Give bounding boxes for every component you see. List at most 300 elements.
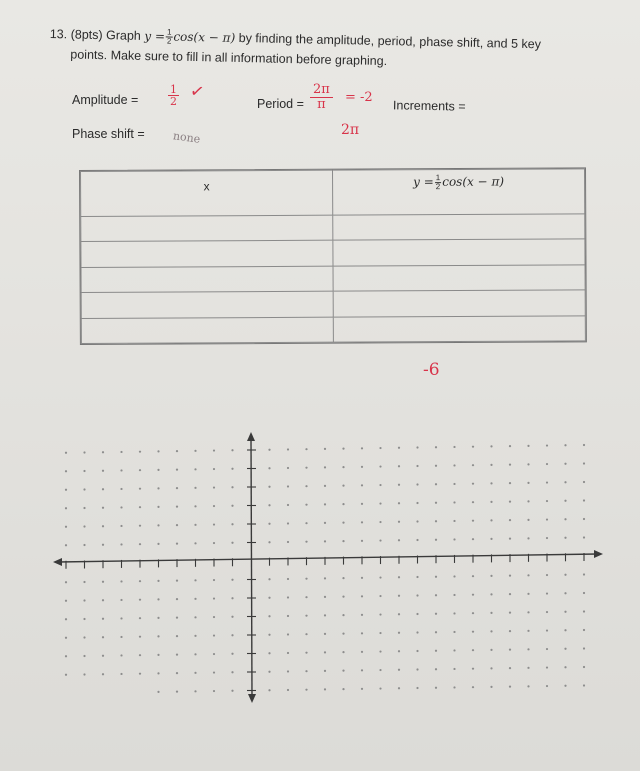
grid-dot <box>416 483 418 485</box>
grid-dot <box>194 542 196 544</box>
grid-dot <box>324 448 326 450</box>
grid-dot <box>213 579 215 581</box>
grid-dot <box>416 668 418 670</box>
grid-dot <box>435 687 437 689</box>
grid-dot <box>416 650 418 652</box>
grid-dot <box>564 629 566 631</box>
grid-dot <box>564 500 566 502</box>
grid-dot <box>120 617 122 619</box>
grid-dot <box>268 597 270 599</box>
grid-dot <box>102 525 104 527</box>
x-cell[interactable] <box>81 266 333 293</box>
grid-dot <box>194 635 196 637</box>
grid-dot <box>546 666 548 668</box>
grid-dot <box>231 616 233 618</box>
grid-dot <box>342 522 344 524</box>
grid-dot <box>379 576 381 578</box>
amplitude-value: 1 2 <box>170 83 177 108</box>
grid-dot <box>83 673 85 675</box>
table-row <box>81 290 585 318</box>
grid-dot <box>546 592 548 594</box>
grid-dot <box>120 451 122 453</box>
grid-dot <box>176 672 178 674</box>
grid-dot <box>305 578 307 580</box>
grid-dot <box>472 446 474 448</box>
grid-dot <box>342 503 344 505</box>
question-rest: by finding the amplitude, period, phase shift, and 5 key <box>238 30 542 52</box>
grid-dot <box>583 629 585 631</box>
grid-dot <box>324 596 326 598</box>
grid-dot <box>546 574 548 576</box>
grid-dot <box>120 469 122 471</box>
grid-dot <box>509 686 511 688</box>
grid-dot <box>194 524 196 526</box>
grade-mark: -6 <box>423 360 440 380</box>
x-cell[interactable] <box>81 317 333 344</box>
grid-dot <box>102 544 104 546</box>
grid-dot <box>379 687 381 689</box>
grid-dot <box>65 637 67 639</box>
grid-dot <box>583 481 585 483</box>
grid-dot <box>157 580 159 582</box>
grid-dot <box>509 575 511 577</box>
grid-dot <box>527 593 529 595</box>
grid-dot <box>583 499 585 501</box>
grid-dot <box>268 541 270 543</box>
table-row <box>81 239 585 267</box>
grid-dot <box>416 687 418 689</box>
grid-dot <box>176 524 178 526</box>
grid-dot <box>287 504 289 506</box>
grid-dot <box>157 691 159 693</box>
grid-dot <box>379 447 381 449</box>
question-line2: points. Make sure to fill in all information before graphing. <box>70 47 388 69</box>
grid-dot <box>176 469 178 471</box>
grid-dot <box>65 507 67 509</box>
grid-dot <box>102 581 104 583</box>
grid-dot <box>361 484 363 486</box>
grid-dot <box>231 449 233 451</box>
grid-dot <box>527 611 529 613</box>
phase-shift-value: none <box>172 129 202 146</box>
grid-dot <box>324 651 326 653</box>
grid-dot <box>416 594 418 596</box>
grid-dot <box>102 655 104 657</box>
grid-dot <box>83 525 85 527</box>
grid-dot <box>324 670 326 672</box>
grid-dot <box>453 575 455 577</box>
grid-dot <box>472 575 474 577</box>
grid-dot <box>268 578 270 580</box>
grid-dot <box>83 451 85 453</box>
grid-dot <box>527 500 529 502</box>
grid-dot <box>231 671 233 673</box>
grid-dot <box>361 632 363 634</box>
grid-dot <box>546 537 548 539</box>
grid-dot <box>287 615 289 617</box>
grid-dot <box>157 506 159 508</box>
grid-dot <box>546 481 548 483</box>
grid-dot <box>102 618 104 620</box>
grid-dot <box>305 652 307 654</box>
grid-dot <box>546 648 548 650</box>
grid-dot <box>139 599 141 601</box>
grid-dot <box>490 575 492 577</box>
grid-dot <box>509 482 511 484</box>
grid-dot <box>268 652 270 654</box>
grid-dot <box>546 518 548 520</box>
grid-dot <box>583 610 585 612</box>
grid-dot <box>342 614 344 616</box>
grid-dot <box>564 648 566 650</box>
grid-dot <box>83 655 85 657</box>
grid-dot <box>194 598 196 600</box>
grid-dot <box>435 502 437 504</box>
grid-dot <box>83 636 85 638</box>
grid-dot <box>453 464 455 466</box>
grid-dot <box>120 636 122 638</box>
grid-dot <box>583 666 585 668</box>
grid-dot <box>398 502 400 504</box>
grid-dot <box>435 576 437 578</box>
grid-dot <box>435 631 437 633</box>
grid-dot <box>546 444 548 446</box>
grid-dot <box>583 684 585 686</box>
grid-dot <box>120 654 122 656</box>
grid-dot <box>564 666 566 668</box>
grid-dot <box>287 670 289 672</box>
grid-dot <box>398 447 400 449</box>
grid-dot <box>120 525 122 527</box>
grid-dot <box>472 594 474 596</box>
grid-dot <box>194 579 196 581</box>
grid-dot <box>305 615 307 617</box>
grid-dot <box>472 538 474 540</box>
amplitude-checkmark: ✓ <box>188 80 206 104</box>
grid-dot <box>583 573 585 575</box>
grid-dot <box>213 486 215 488</box>
grid-dot <box>287 467 289 469</box>
grid-dot <box>194 653 196 655</box>
grid-dot <box>194 468 196 470</box>
grid-dot <box>65 618 67 620</box>
grid-dot <box>305 522 307 524</box>
grid-dot <box>213 523 215 525</box>
grid-dot <box>324 633 326 635</box>
grid-dot <box>379 465 381 467</box>
grid-dot <box>527 445 529 447</box>
grid-dot <box>324 614 326 616</box>
x-axis <box>53 550 603 569</box>
grid-dot <box>157 672 159 674</box>
grid-dot <box>453 538 455 540</box>
grid-dot <box>416 539 418 541</box>
y-cell[interactable] <box>333 315 585 342</box>
grid-dot <box>305 596 307 598</box>
grid-dot <box>102 470 104 472</box>
grid-dot <box>564 444 566 446</box>
grid-dot <box>65 526 67 528</box>
grid-dot <box>139 580 141 582</box>
grid-dot <box>453 649 455 651</box>
grid-dot <box>194 487 196 489</box>
grid-dot <box>102 451 104 453</box>
question-text <box>49 24 610 76</box>
grid-dot <box>65 655 67 657</box>
grid-dot <box>379 613 381 615</box>
grid-dot <box>435 613 437 615</box>
period-correction: 2π <box>341 122 360 138</box>
grid-dot <box>490 519 492 521</box>
grid-dot <box>546 611 548 613</box>
grid-dot <box>120 673 122 675</box>
grid-dot <box>139 451 141 453</box>
phase-shift-label: Phase shift = <box>72 127 145 141</box>
grid-dot <box>361 595 363 597</box>
grid-dot <box>194 505 196 507</box>
grid-dot <box>65 489 67 491</box>
grid-dot <box>102 488 104 490</box>
grid-dot <box>564 463 566 465</box>
grid-dot <box>176 635 178 637</box>
grid-dot <box>509 445 511 447</box>
x-cell[interactable] <box>81 241 333 268</box>
grid-dot <box>453 631 455 633</box>
grid-dot <box>490 686 492 688</box>
grid-dot <box>139 654 141 656</box>
grid-dot <box>157 524 159 526</box>
grid-dot <box>194 616 196 618</box>
grid-dot <box>83 488 85 490</box>
grid-dot <box>398 521 400 523</box>
grid-dot <box>546 629 548 631</box>
grid-dot <box>157 654 159 656</box>
x-cell[interactable] <box>81 215 333 242</box>
grid-dot <box>509 649 511 651</box>
grid-dot <box>453 686 455 688</box>
grid-dot <box>268 634 270 636</box>
grid-dot <box>435 650 437 652</box>
grid-dot <box>490 538 492 540</box>
grid-dot <box>139 469 141 471</box>
grid-dot <box>231 597 233 599</box>
grid-dot <box>527 537 529 539</box>
grid-dot <box>102 636 104 638</box>
grid-dot <box>157 450 159 452</box>
coordinate-grid[interactable] <box>0 420 640 720</box>
grid-dot <box>435 465 437 467</box>
grid-dot <box>139 506 141 508</box>
y-cell[interactable] <box>333 290 585 317</box>
grid-dot <box>342 688 344 690</box>
grid-dot <box>416 465 418 467</box>
grid-dot <box>139 673 141 675</box>
grid-dot <box>176 598 178 600</box>
grid-dot <box>379 484 381 486</box>
grid-dot <box>324 540 326 542</box>
grid-dot <box>398 595 400 597</box>
grid-dot <box>472 483 474 485</box>
grid-dot <box>472 520 474 522</box>
grid-dot <box>490 612 492 614</box>
grid-dot <box>379 502 381 504</box>
grid-dot <box>398 465 400 467</box>
grid-dot <box>268 504 270 506</box>
y-cell[interactable] <box>333 265 585 292</box>
grid-dot <box>527 648 529 650</box>
period-value: 2π π <box>310 83 333 112</box>
x-cell[interactable] <box>81 291 333 318</box>
grid-dot <box>509 593 511 595</box>
grid-dot <box>583 647 585 649</box>
grid-dot <box>139 617 141 619</box>
grid-dot <box>342 485 344 487</box>
grid-dot <box>509 612 511 614</box>
key-points-table <box>79 167 587 345</box>
grid-dot <box>509 667 511 669</box>
header-y: y = $\frac{1}{2}$ cos(x − π) <box>333 169 585 215</box>
grid-dot <box>139 525 141 527</box>
grid-dot <box>453 483 455 485</box>
grid-dot <box>342 633 344 635</box>
grid-dot <box>305 485 307 487</box>
grid-dot <box>490 630 492 632</box>
grid-dot <box>231 579 233 581</box>
grid-dot <box>157 635 159 637</box>
grid-dot <box>139 543 141 545</box>
grid-dot <box>435 539 437 541</box>
grid-dots <box>65 444 585 693</box>
question-number: 13. <box>49 26 68 42</box>
grid-dot <box>287 633 289 635</box>
grid-dot <box>472 631 474 633</box>
grid-dot <box>157 469 159 471</box>
grid-dot <box>213 597 215 599</box>
grid-dot <box>213 449 215 451</box>
grid-dot <box>379 521 381 523</box>
grid-dot <box>287 448 289 450</box>
grid-dot <box>527 630 529 632</box>
grid-dot <box>231 653 233 655</box>
grid-dot <box>176 654 178 656</box>
grid-dot <box>472 649 474 651</box>
grid-dot <box>213 690 215 692</box>
grid-dot <box>379 669 381 671</box>
grid-dot <box>435 446 437 448</box>
grid-dot <box>453 668 455 670</box>
grid-dot <box>398 539 400 541</box>
grid-dot <box>83 618 85 620</box>
grid-dot <box>194 450 196 452</box>
grid-dot <box>472 668 474 670</box>
grid-dot <box>157 487 159 489</box>
grid-dot <box>398 576 400 578</box>
grid-dot <box>287 578 289 580</box>
grid-dot <box>564 518 566 520</box>
grid-dot <box>268 449 270 451</box>
grid-dot <box>305 448 307 450</box>
grid-dot <box>213 671 215 673</box>
grid-dot <box>398 650 400 652</box>
question-intro: Graph <box>105 28 141 43</box>
grid-dot <box>231 486 233 488</box>
grid-dot <box>268 467 270 469</box>
y-cell[interactable] <box>333 239 585 266</box>
grid-dot <box>342 596 344 598</box>
grid-dot <box>342 448 344 450</box>
grid-dot <box>379 632 381 634</box>
amplitude-label: Amplitude = <box>72 93 139 107</box>
grid-dot <box>83 544 85 546</box>
grid-dot <box>453 446 455 448</box>
grid-dot <box>342 651 344 653</box>
period-label: Period = <box>257 97 304 111</box>
grid-dot <box>416 631 418 633</box>
grid-dot <box>287 522 289 524</box>
grid-dot <box>139 488 141 490</box>
grid-dot <box>324 577 326 579</box>
grid-dot <box>379 650 381 652</box>
grid-dot <box>324 522 326 524</box>
grid-dot <box>564 592 566 594</box>
grid-dot <box>416 576 418 578</box>
grid-dot <box>176 691 178 693</box>
y-cell[interactable] <box>333 214 585 241</box>
grid-dot <box>342 466 344 468</box>
grid-dot <box>231 542 233 544</box>
grid-dot <box>65 544 67 546</box>
grid-dot <box>361 669 363 671</box>
grid-dot <box>194 672 196 674</box>
grid-dot <box>213 542 215 544</box>
grid-dot <box>83 470 85 472</box>
y-axis-down-arrow-icon <box>248 694 256 703</box>
grid-dot <box>176 506 178 508</box>
grid-dot <box>102 507 104 509</box>
grid-dot <box>305 633 307 635</box>
grid-dot <box>416 502 418 504</box>
grid-dot <box>546 463 548 465</box>
grid-dot <box>213 634 215 636</box>
grid-dot <box>268 671 270 673</box>
grid-dot <box>65 470 67 472</box>
grid-dot <box>102 673 104 675</box>
grid-dot <box>361 688 363 690</box>
grid-dot <box>435 520 437 522</box>
table-row <box>81 214 585 242</box>
grid-dot <box>231 690 233 692</box>
grid-dot <box>83 581 85 583</box>
grid-dot <box>416 613 418 615</box>
x-axis-right-arrow-icon <box>594 550 603 558</box>
grid-dot <box>564 685 566 687</box>
grid-dot <box>527 574 529 576</box>
equation-lhs: y = <box>144 28 166 44</box>
increments-label: Increments = <box>392 98 466 114</box>
grid-dot <box>361 466 363 468</box>
grid-dot <box>490 482 492 484</box>
grid-dot <box>564 481 566 483</box>
grid-dot <box>324 688 326 690</box>
grid-dot <box>157 543 159 545</box>
grid-dot <box>546 685 548 687</box>
grid-dot <box>65 581 67 583</box>
grid-dot <box>490 593 492 595</box>
grid-dot <box>213 505 215 507</box>
grid-dot <box>435 668 437 670</box>
grid-dot <box>583 462 585 464</box>
grid-dot <box>527 463 529 465</box>
